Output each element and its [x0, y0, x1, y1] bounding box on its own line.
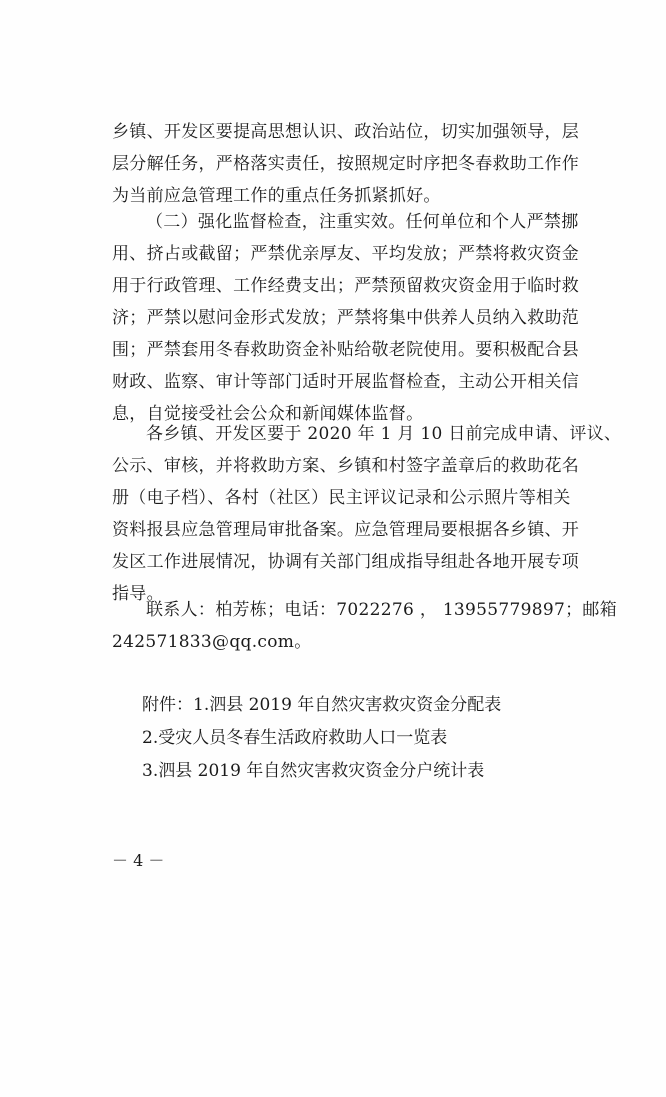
body-line: 各乡镇、开发区要于 2020 年 1 月 10 日前完成申请、评议、: [146, 424, 622, 444]
body-line: 用、挤占或截留；严禁优亲厚友、平均发放；严禁将救灾资金: [112, 244, 580, 264]
body-line: 济；严禁以慰问金形式发放；严禁将集中供养人员纳入救助范: [112, 308, 580, 328]
body-line: 用于行政管理、工作经费支出；严禁预留救灾资金用于临时救: [112, 276, 580, 296]
attachment-item: 附件：1.泗县 2019 年自然灾害救灾资金分配表: [142, 695, 502, 715]
paragraph-supervision: [112, 206, 580, 430]
body-line: 乡镇、开发区要提高思想认识、政治站位，切实加强领导，层: [112, 122, 580, 142]
body-line: 财政、监察、审计等部门适时开展监督检查，主动公开相关信: [112, 372, 580, 392]
paragraph-leadership: [112, 116, 580, 212]
body-line: 层分解任务，严格落实责任，按照规定时序把冬春救助工作作: [112, 154, 580, 174]
page-number: － 4 －: [112, 851, 165, 870]
body-line: 发区工作进展情况，协调有关部门组成指导组赴各地开展专项: [112, 552, 580, 572]
body-line: 册（电子档）、各村（社区）民主评议记录和公示照片等相关: [112, 488, 571, 508]
body-line: 息，自觉接受社会公众和新闻媒体监督。: [112, 404, 424, 424]
contact-line: 联系人：柏芳栋；电话：7022276 ， 13955779897；邮箱: [146, 600, 617, 620]
paragraph-contact: [112, 594, 617, 658]
attachment-item: 2.受灾人员冬春生活政府救助人口一览表: [142, 728, 448, 748]
body-line: 指导。: [112, 584, 164, 604]
body-line: 围；严禁套用冬春救助资金补贴给敬老院使用。要积极配合县: [112, 340, 580, 360]
body-line: 资料报县应急管理局审批备案。应急管理局要根据各乡镇、开: [112, 520, 580, 540]
attachment-item: 3.泗县 2019 年自然灾害救灾资金分户统计表: [142, 761, 485, 781]
body-line: （二）强化监督检查，注重实效。任何单位和个人严禁挪: [146, 212, 579, 232]
body-line: 公示、审核，并将救助方案、乡镇和村签字盖章后的救助花名: [112, 456, 580, 476]
email-line: 242571833@qq.com。: [112, 632, 312, 652]
attachment-list: [142, 689, 562, 788]
body-line: 为当前应急管理工作的重点任务抓紧抓好。: [112, 186, 441, 206]
